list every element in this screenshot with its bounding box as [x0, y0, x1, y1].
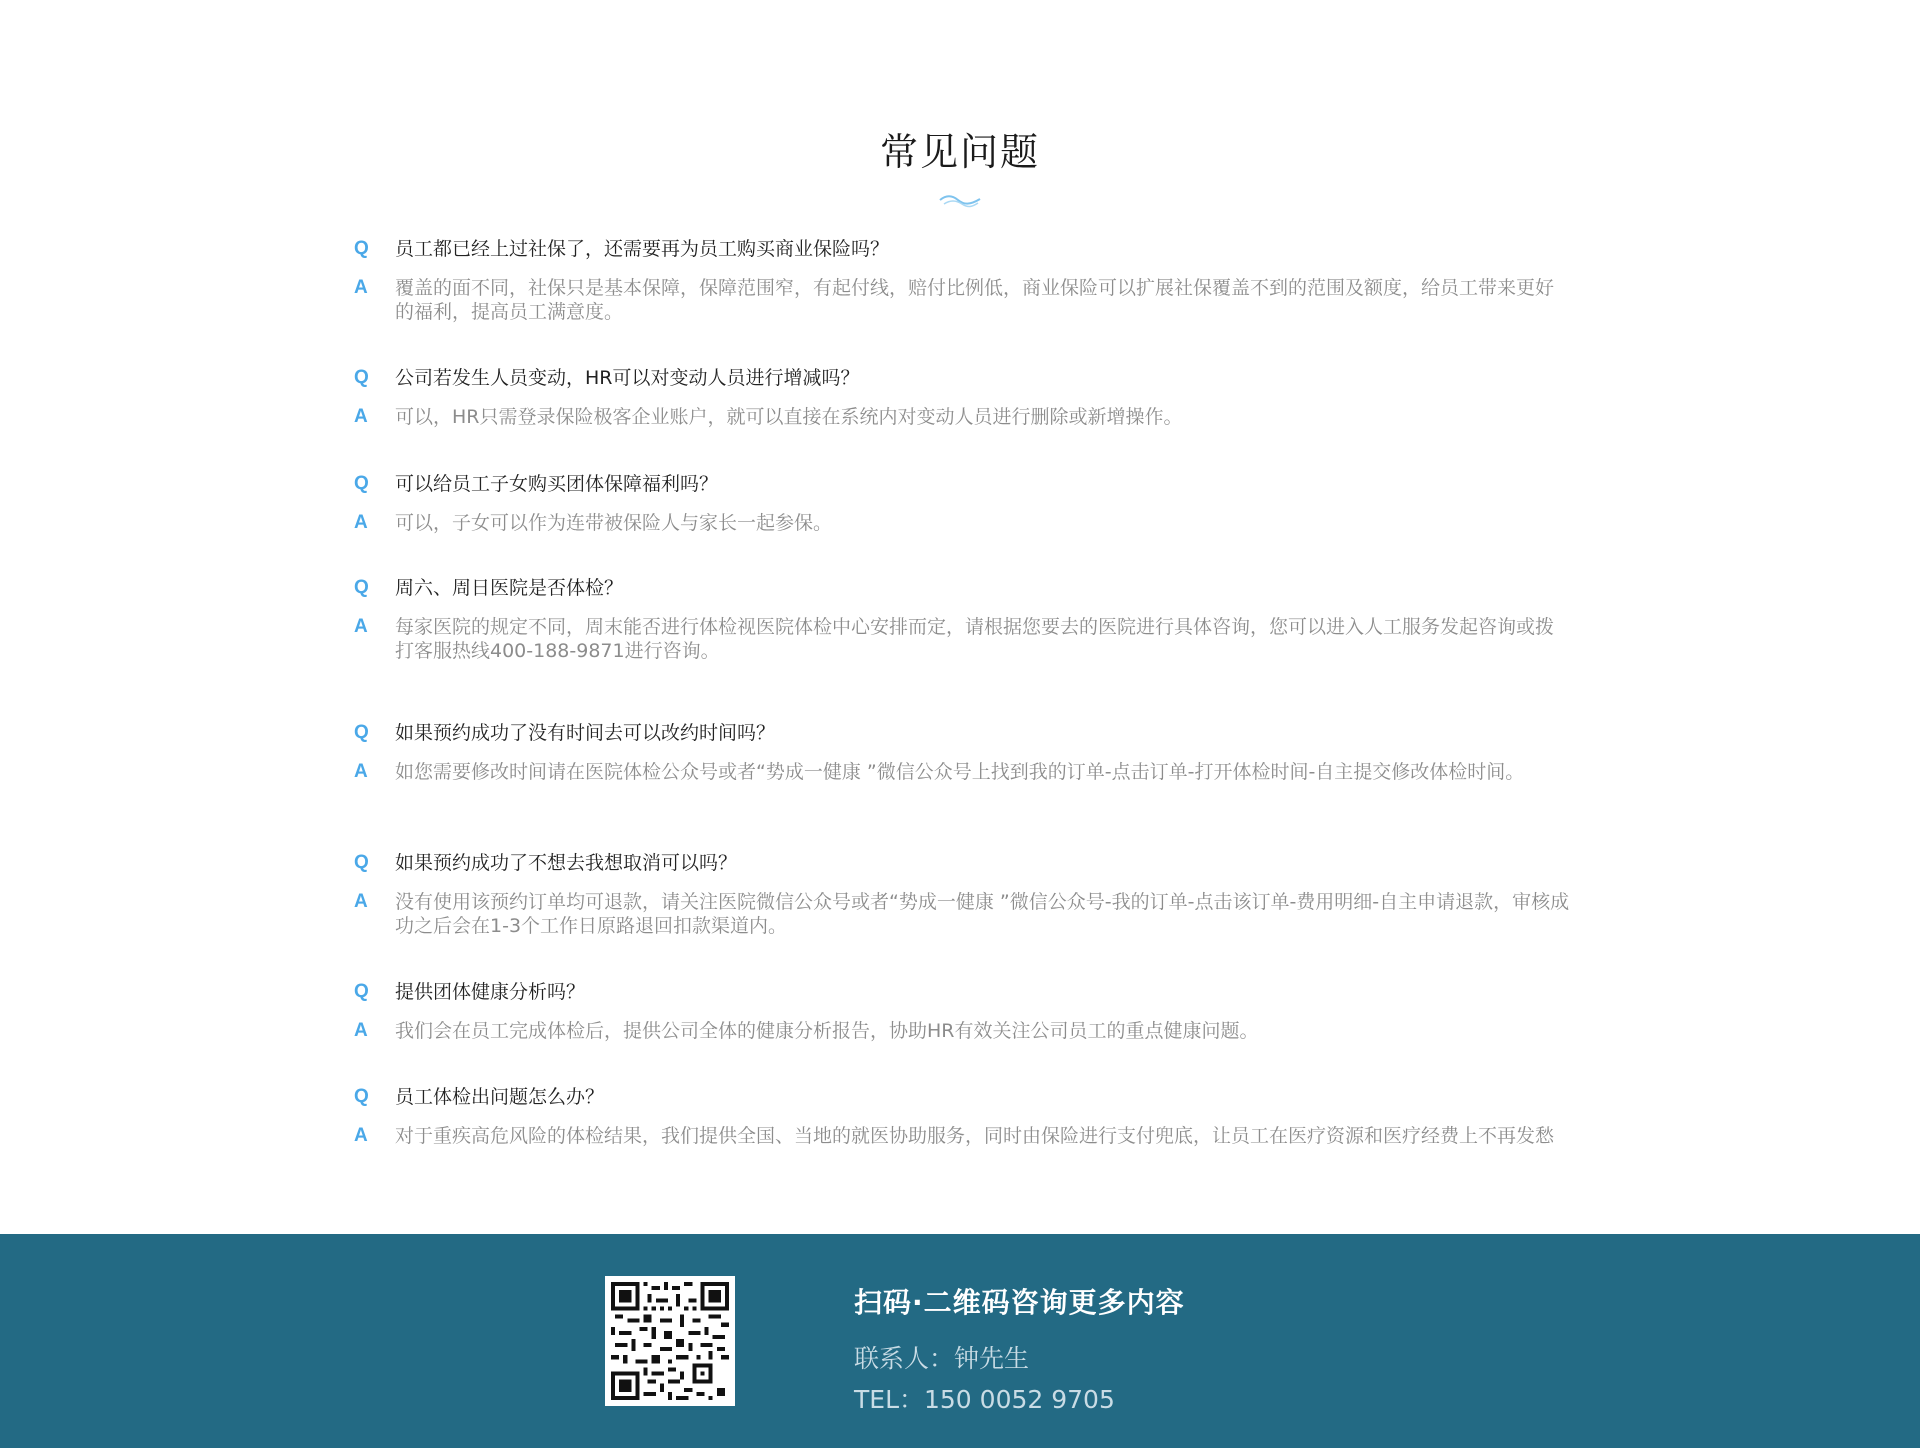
answer-marker: A [354, 277, 368, 298]
faq-answer: 没有使用该预约订单均可退款，请关注医院微信公众号或者“势成一健康 ”微信公众号-我的订单-点击该订单-费用明细-自主申请退款，审核成功之后会在1-3个工作日原路退回扣款渠道内。 [395, 891, 1570, 937]
qr-code-icon [605, 1276, 735, 1406]
question-marker: Q [354, 238, 369, 259]
faq-item [352, 980, 1572, 1043]
faq-question: 周六、周日医院是否体检？ [395, 577, 624, 599]
contact-person: 联系人：钟先生 [854, 1344, 1030, 1373]
faq-item [352, 472, 1572, 535]
faq-answer: 如您需要修改时间请在医院体检公众号或者“势成一健康 ”微信公众号上找到我的订单-点击订单-打开体检时间-自主提交修改体检时间。 [395, 761, 1525, 783]
question-marker: Q [354, 852, 369, 873]
faq-answer: 可以，HR只需登录保险极客企业账户，就可以直接在系统内对变动人员进行删除或新增操作。 [395, 406, 1183, 428]
faq-answer: 对于重疾高危风险的体检结果，我们提供全国、当地的就医协助服务，同时由保险进行支付兜底，让员工在医疗资源和医疗经费上不再发愁 [395, 1125, 1555, 1147]
faq-answer: 我们会在员工完成体检后，提供公司全体的健康分析报告，协助HR有效关注公司员工的重点健康问题。 [395, 1020, 1259, 1042]
faq-item [352, 576, 1572, 663]
faq-question: 员工都已经上过社保了，还需要再为员工购买商业保险吗？ [395, 238, 890, 260]
faq-question: 提供团体健康分析吗？ [395, 981, 586, 1003]
faq-question: 公司若发生人员变动，HR可以对变动人员进行增减吗？ [395, 367, 860, 389]
faq-item [352, 1085, 1572, 1148]
answer-marker: A [354, 1125, 368, 1146]
faq-item [352, 721, 1572, 784]
question-marker: Q [354, 981, 369, 1002]
answer-marker: A [354, 1020, 368, 1041]
faq-item [352, 237, 1572, 324]
footer-title: 扫码·二维码咨询更多内容 [854, 1286, 1185, 1319]
faq-question: 如果预约成功了不想去我想取消可以吗？ [395, 852, 738, 874]
faq-answer: 每家医院的规定不同，周末能否进行体检视医院体检中心安排而定，请根据您要去的医院进行具体咨询，您可以进入人工服务发起咨询或拨打客服热线400-188-9871进行咨询。 [395, 616, 1555, 662]
answer-marker: A [354, 891, 368, 912]
faq-question: 可以给员工子女购买团体保障福利吗？ [395, 473, 719, 495]
answer-marker: A [354, 406, 368, 427]
faq-answer: 可以，子女可以作为连带被保险人与家长一起参保。 [395, 512, 833, 534]
answer-marker: A [354, 616, 368, 637]
wave-ornament-icon [938, 194, 982, 208]
faq-item [352, 366, 1572, 429]
question-marker: Q [354, 722, 369, 743]
question-marker: Q [354, 1086, 369, 1107]
answer-marker: A [354, 512, 368, 533]
faq-item [352, 851, 1572, 938]
faq-question: 员工体检出问题怎么办？ [395, 1086, 605, 1108]
question-marker: Q [354, 577, 369, 598]
faq-question: 如果预约成功了没有时间去可以改约时间吗？ [395, 722, 776, 744]
faq-answer: 覆盖的面不同，社保只是基本保障，保障范围窄，有起付线，赔付比例低，商业保险可以扩展社保覆盖不到的范围及额度，给员工带来更好的福利，提高员工满意度。 [395, 277, 1555, 323]
page-title: 常见问题 [879, 130, 1040, 174]
contact-footer [0, 1234, 1920, 1448]
contact-phone: TEL：150 0052 9705 [854, 1385, 1115, 1414]
question-marker: Q [354, 473, 369, 494]
answer-marker: A [354, 761, 368, 782]
question-marker: Q [354, 367, 369, 388]
